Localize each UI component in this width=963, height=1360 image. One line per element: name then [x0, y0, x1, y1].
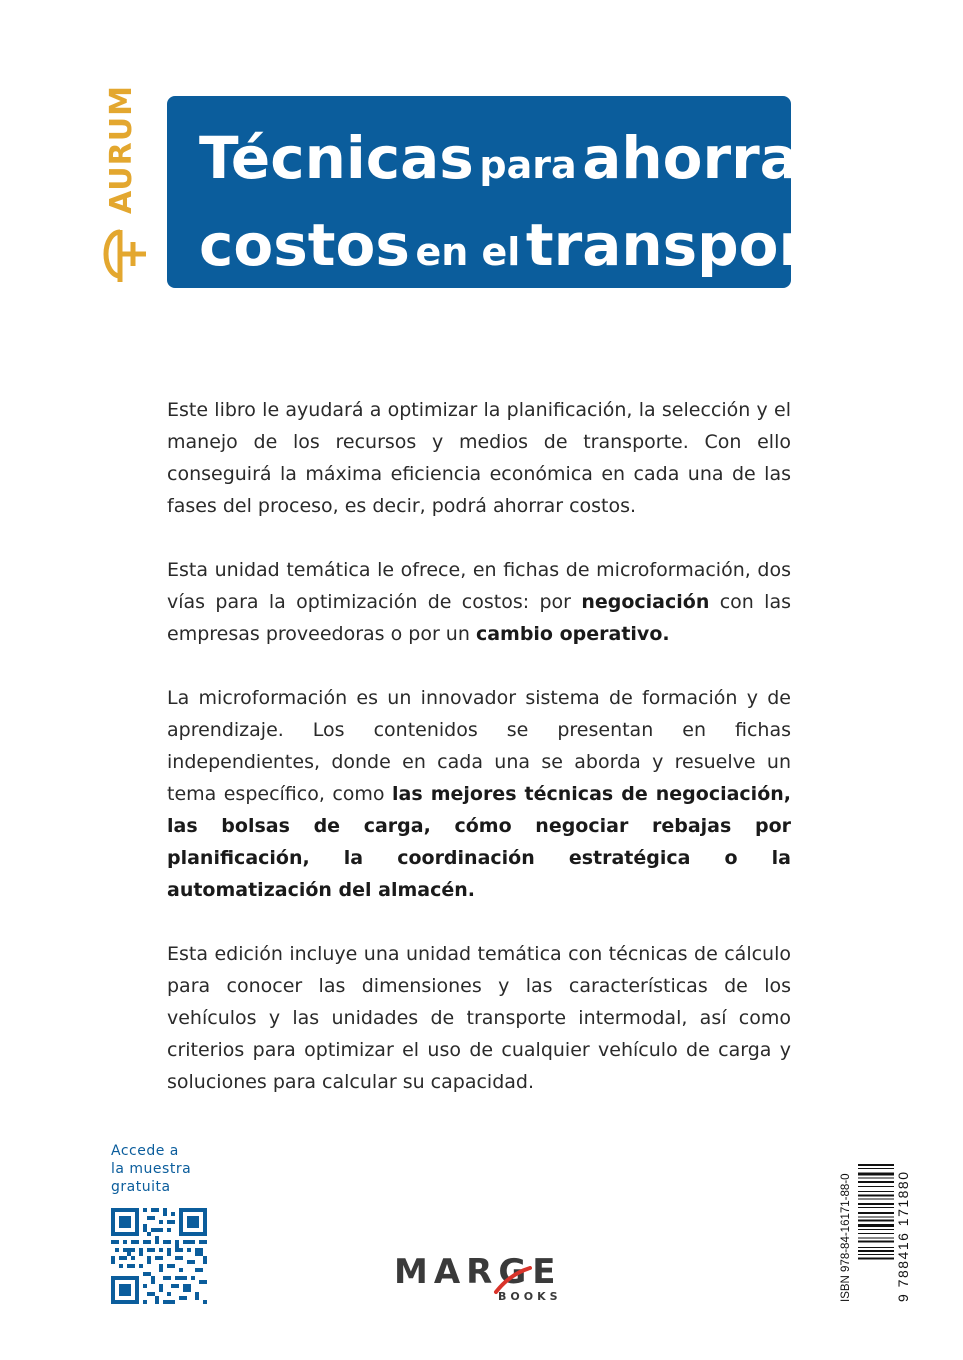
- isbn-label: ISBN 978-84-16171-88-0: [840, 1173, 852, 1302]
- back-cover-description: [167, 394, 791, 1130]
- barcode-digits: 9 788416 171880: [895, 1170, 911, 1302]
- paragraph-3: La microformación es un innovador sistema de formación y de aprendizaje. Los contenidos se presentan en fichas independientes, donde en cada una se aborda y resuelve un tema específico, como las mejores técnicas de negociación, las bolsas de carga, cómo negociar rebajas por planificación, la coordinación estratégica o la automatización del almacén.: [167, 687, 791, 901]
- paragraph-1: Este libro le ayudará a optimizar la planificación, la selección y el manejo de los recursos y medios de transporte. Con ello conseguirá la máxima eficiencia económica en cada una de las fases del proceso, es decir, podrá ahorrar costos.: [167, 399, 791, 517]
- title-line-1: Técnicas para ahorrar: [199, 124, 828, 192]
- series-name: AURUM: [104, 85, 139, 214]
- paragraph-2: Esta unidad temática le ofrece, en fichas de microformación, dos vías para la optimización de costos: por negociación con las empresas proveedoras o por un cambio operativo.: [167, 559, 791, 645]
- qr-code-icon[interactable]: [111, 1208, 207, 1304]
- paragraph-4: Esta edición incluye una unidad temática con técnicas de cálculo para conocer las dimensiones y las características de los vehículos y las unidades de transporte intermodal, así como criterios para optimizar el uso de cualquier vehículo de carga y soluciones para calcular su capacidad.: [167, 943, 791, 1093]
- qr-label: Accede a la muestra gratuita: [111, 1143, 192, 1195]
- publisher-logo: MARGE BOOKS: [394, 1252, 562, 1303]
- title-line-2: costos en el transporte: [199, 211, 875, 279]
- book-title: [167, 96, 875, 288]
